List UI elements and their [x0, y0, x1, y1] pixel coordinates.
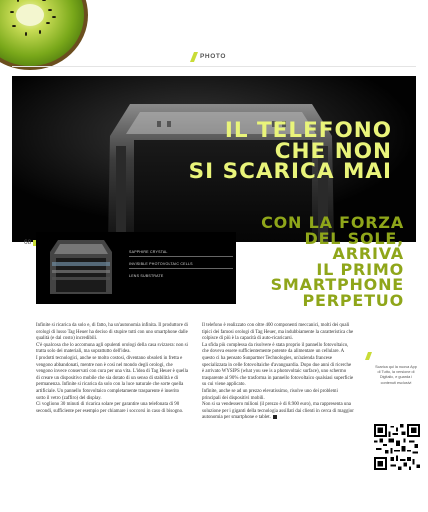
headline-line: CHE NON: [274, 138, 392, 164]
section-slash-icon: [186, 52, 198, 62]
article-headline: [188, 118, 392, 184]
inset-diagram: [36, 232, 236, 304]
kiwi-slice-image: [0, 0, 88, 72]
article-paragraph: Infinite, anche se ad un prezzo elevatissimo, risolve uno dei problemi principali dei dispositivi mobili.: [202, 388, 338, 401]
app-download-note: Scarica qui la nuova App di Tutto, la versione di Digitalic, e guarda i contenuti esclusivi: [375, 365, 417, 385]
section-label: PHOTO: [200, 53, 226, 60]
article-paragraph-text: Non si sa vendessero milioni (il prezzo è di 8.900 euro), ma rappresenta una soluzione per i giganti della tecnologia assillati dai clienti in cerca di maggior autonomia per smartphone e tablet.: [202, 402, 354, 421]
article-paragraph: I prodotti tecnologici, anche se molto costosi, diventano obsoleti in fretta e vengono abbandonati, mentre non è così nel mondo degli orologi, che vengono invece conservati con cura per una vita. L'idea di Tag Heuer è quella di creare un dispositivo mobile che sia dotato di un senso di stabilità e di permanenza. Infinite si ricarica da solo con la luce naturale che sorte quella artificiale. Un pannello fotovoltaico completamente trasparente è inserito sotto il vetro (zaffiro) del display.: [36, 355, 188, 401]
spec-label: SAPPHIRE CRYSTAL: [129, 250, 233, 257]
sidebar-slash-icon: [362, 352, 372, 360]
article-paragraph: C'è qualcosa che lo accomuna agli opulenti orologi della casa svizzera: non si tratta solo dei materiali, ma soprattutto dell'idea.: [36, 342, 188, 355]
article-paragraph: [202, 402, 354, 422]
spec-label: INVISIBLE PHOTOVOLTAIC CELLS: [129, 262, 233, 269]
headline-line: SI SCARICA MAI: [188, 159, 392, 184]
subheadline-line: SMARTPHONE: [270, 275, 404, 294]
section-divider: [12, 66, 416, 67]
headline-line: IL TELEFONO: [224, 118, 392, 143]
article-subheadline: [261, 215, 404, 308]
article-paragraph: Ci vogliono 30 minuti di ricarica solare per garantire una telefonata di 90 secondi, sufficiente per esempio per chiamare i soccorsi in caso di bisogno.: [36, 402, 184, 414]
qr-code-image[interactable]: [374, 424, 420, 470]
article-column-left: [36, 323, 188, 415]
article-paragraph: Infinite si ricarica da solo e, di fatto, ha un'autonomia infinita. Il produttore di orologi di lusso Tag Heuer ha deciso di stupire tutti con uno smartphone dalle qualità (e dal costo) incredibili.: [36, 323, 188, 342]
subheadline-line: CON LA FORZA: [261, 213, 404, 232]
subheadline-line: DEL SOLE,: [304, 228, 404, 248]
article-column-right: [202, 323, 354, 422]
end-of-article-mark: [273, 415, 277, 419]
article-paragraph: Il telefono è realizzato con oltre 400 componenti meccanici, molti dei quali tipici dei famosi orologi di Tag Heuer, ma indubbiamente la caratteristica che colpisce di più è la capacità di auto-ricaricarsi.: [202, 323, 354, 342]
spec-label: LENS SUBSTRATE: [129, 274, 164, 278]
subheadline-line: IL PRIMO: [316, 259, 404, 279]
page-number: 68: [24, 239, 32, 246]
subheadline-line: PERPETUO: [302, 290, 404, 310]
subheadline-line: ARRIVA: [332, 244, 404, 263]
phone-layers-image: [36, 232, 126, 304]
article-paragraph: La sfida più complessa da risolvere è stata proprio il pannello fotovoltaico, che doveva essere sufficientemente potente da alimentare un cellulare. A questo ci ha pensato Sunpartner Technologies, un'azienda francese specializzata in celle fotovoltaiche d'avanguardia. Dopo due anni di ricerche è arrivato WYSIPS (what you see is a photovoltaic surface), uno schermo trasparente al 90% che trasforma in pannello fotovoltaico qualsiasi superficie su cui viene applicato.: [202, 342, 354, 388]
